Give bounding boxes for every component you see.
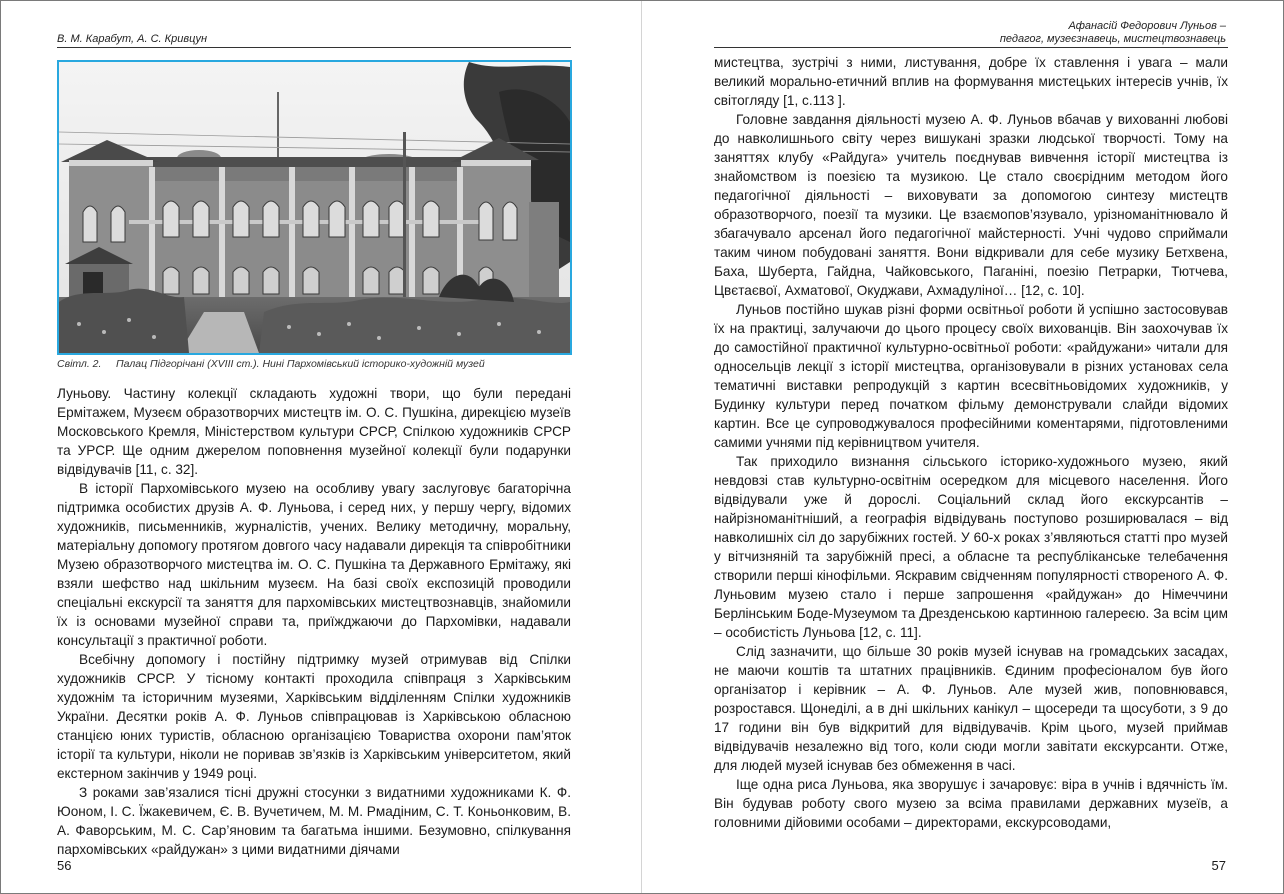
paragraph: Головне завдання діяльності музею А. Ф. Луньов вбачав у вихованні любові до навколишнього світу через вишукані зразки людської творчості. Тому на заняттях клубу «Райдуга» учитель поєднував вивчення історії мистецтва із знайомством із поезією та музикою. Це стало своєрідним методом його педагогічної діяльності – виховувати за допомогою синтезу мистецтв образотворчого, поезії та музики. Це взаємопов’язувало, урізноманітнювало й збагачувало арсенал його педагогічної майстерності. Учні чудово сприймали таким чином побудовані заняття. Вони відкривали для себе музику Бетхвена, Баха, Шуберта, Гайдна, Чайковського, Паганіні, поезію Петрарки, Тютчева, Цвєтаєвої, Ахматової, Окуджави, Ахмадуліної… [12, с. 10]. [714, 112, 1228, 298]
running-head-line-2: педагог, музеєзнавець, мистецтвознавець [999, 33, 1226, 45]
building-photo [57, 60, 572, 355]
page-number: 56 [57, 858, 72, 873]
right-body-text [714, 53, 1228, 832]
page-number: 57 [1211, 858, 1226, 873]
photo-caption: Світл. 2. Палац Підгорічані (XVIII ст.). Нині Пархомівський історико-художній музей [57, 358, 485, 370]
right-page [642, 1, 1283, 893]
paragraph: Луньов постійно шукав різні форми освітньої роботи й успішно застосовував їх на практиці, залучаючи до цього процесу своїх вихованців. Він заохочував їх до самостійної практичної культурно-освітньої роботи: «райдужани» читали для односельців лекції з історії мистецтва, організовували в різних установах села тематичні виставки репродукцій з картин всесвітньовідомих художників, у Будинку культури перед початком фільму демонстрували слайди відомих картин. Все це супроводжувалося професійними коментарями, підготовленими самими учнями під керівництвом учителя. [714, 302, 1228, 450]
paragraph: Слід зазначити, що більше 30 років музей існував на громадських засадах, не маючи коштів та штатних працівників. Єдиним професіоналом був його організатор і керівник – А. Ф. Луньов. Але музей жив, поповнювався, розростався. Щонеділі, а в дні шкільних канікул – щосереди та щосуботи, з 9 до 17 години він був відкритий для відвідувачів. Крім цього, музей приймав відвідувачів незалежно від того, коли сюди могли завітати екскурсанти. Отже, для людей музей існував без обмеження в часі. [714, 644, 1228, 773]
paragraph: мистецтва, зустрічі з ними, листування, добре їх ставлення і увага – мали великий морально-етичний вплив на формування мистецьких інтересів учнів, їх світогляду [1, с.113 ]. [714, 55, 1228, 108]
paragraph: Іще одна риса Луньова, яка зворушує і зачаровує: віра в учнів і вдячність їм. Він будував роботу свого музею за всіма правилами державних музеїв, а головними дійовими особами – директорами, екскурсоводами, [714, 777, 1228, 830]
header-rule [57, 47, 571, 48]
running-head-line-1: Афанасій Федорович Луньов – [1068, 20, 1226, 32]
running-head-title [1000, 20, 1226, 46]
paragraph: Так приходило визнання сільського історико-художнього музею, який невдовзі став культурно-освітнім осередком для місцевого населення. Його відвідували уже й дорослі. Соціальний склад його екскурсантів – найрізноманітніший, а географія відвідувань поступово розширювалася – від навколишніх сіл до зарубіжних гостей. У 60-х роках з’являються статті про музей у вітчизняній та зарубіжній пресі, а обласне та республіканське телебачення створили перші кінофільми. Яскравим свідченням популярності створеного А. Ф. Луньовим музею стало і перше запрошення «райдужан» до Німеччини Берлінським Боде-Музеумом та Дрезденською картинною галереєю. За всім цим – особистість Луньова [12, с. 11]. [714, 454, 1228, 640]
paragraph: Всебічну допомогу і постійну підтримку музей отримував від Спілки художників СРСР. У тісному контакті проходила співпраця з Харківським художнім та історичним музеями, Харківським відділенням Спілки художників України. Десятки років А. Ф. Луньов співпрацював із Харківською обласною станцією юних туристів, обласною організацією Товариства охорони пам’яток історії та культури, ніколи не поривав зв’язків із Харківським університетом, який екстерном закінчив у 1949 році. [57, 652, 571, 781]
paragraph: З роками зав’язалися тісні дружні стосунки з видатними художниками К. Ф. Юоном, І. С. Їжакевичем, Є. В. Вучетичем, М. М. Рмадіним, С. Т. Коньонковим, В. А. Фаворським, М. С. Сар’яновим та багатьма іншими. Безумовно, спілкування пархомівських «райдужан» з цими видатними діячами [57, 785, 571, 857]
running-head-authors: В. М. Карабут, А. С. Кривцун [57, 33, 208, 45]
left-page [1, 1, 642, 893]
paragraph: В історії Пархомівського музею на особливу увагу заслуговує багаторічна підтримка особистих друзів А. Ф. Луньова, і серед них, у першу чергу, відомих художників, письменників, журналістів, учених. Велику методичну, моральну, матеріальну допомогу протягом довгого часу надавали дирекція та співробітники Музею образотворчого мистецтва ім. О. С. Пушкіна та Державного Ермітажу, які взяли шефство над шкільним музеєм. На базі своїх експозицій проводили спеціальні екскурсії та заняття для пархомівських мистецтвознавців, знайомили їх із основами музейної справи та, приїжджаючи до Пархомівки, надавали консультації з практичної роботи. [57, 481, 572, 648]
paragraph: Луньову. Частину колекції складають художні твори, що були передані Ермітажем, Музеєм образотворчих мистецтв ім. О. С. Пушкіна, дирекцією музеїв Московського Кремля, Міністерством культури СРСР, Спілкою художників СРСР та УРСР. Ще одним джерелом поповнення музейної колекції були подарунки відвідувачів [11, с. 32]. [57, 386, 571, 477]
header-rule [714, 47, 1228, 48]
left-body-text [57, 384, 571, 859]
